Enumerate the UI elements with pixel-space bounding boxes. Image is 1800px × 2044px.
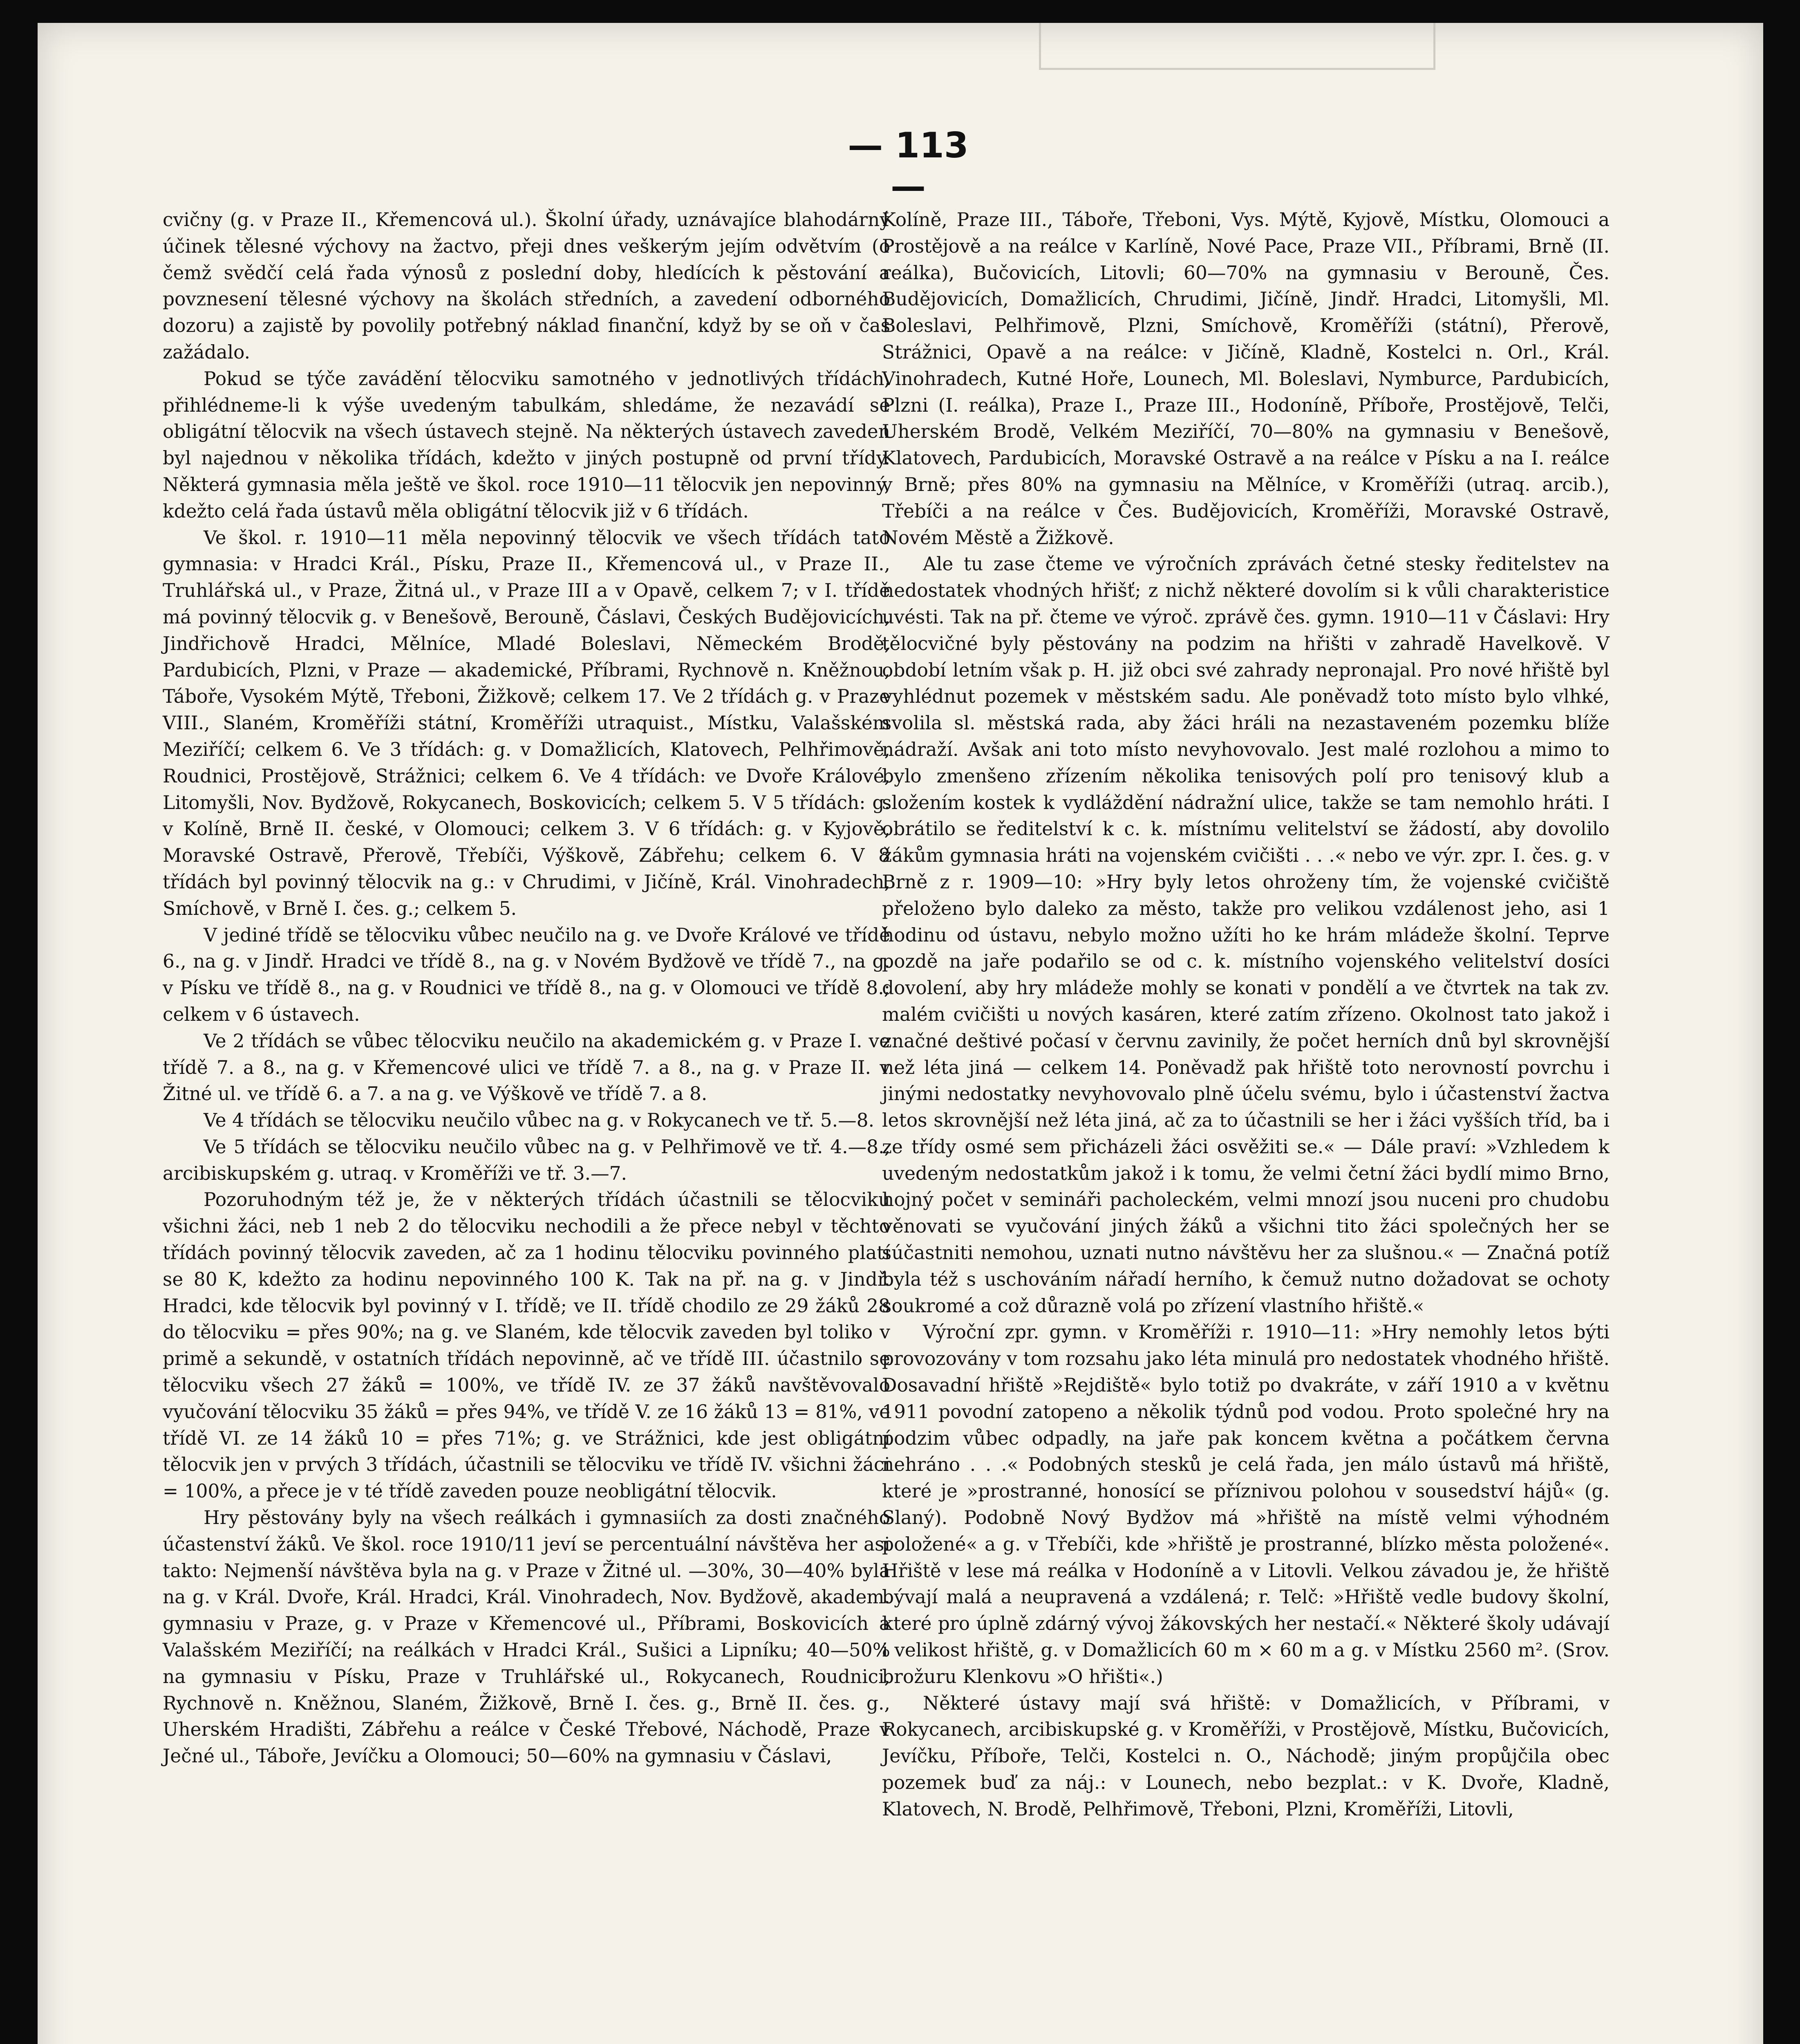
paragraph: cvičny (g. v Praze II., Křemencová ul.). Školní úřady, uznávajíce blahodárný účinek tělesné výchovy na žactvo, přeji dnes veškerým jejím odvětvím (o čemž svědčí celá řada výnosů z poslední doby, hledících k pěstování a povznesení tělesné výchovy na školách středních, a zavedení odborného dozoru) a zajistě by povolily potřebný náklad finanční, když by se oň v čas zažádalo. bbox=[163, 209, 890, 363]
paragraph: Pokud se týče zavádění tělocviku samotného v jednotlivých třídách, přihlédneme-li k výše uvedeným tabulkám, shledáme, že nezavádí se obligátní tělocvik na všech ústavech stejně. Na některých ústavech zaveden byl najednou v několika třídách, kdežto v jiných postupně od první třídy. Některá gymnasia měla ještě ve škol. roce 1910—11 tělocvik jen nepovinný, kdežto celá řada ústavů měla obligátní tělocvik již v 6 třídách. bbox=[163, 368, 890, 522]
paragraph: Ve 5 třídách se tělocviku neučilo vůbec na g. v Pelhřimově ve tř. 4.—8., arcibiskupském g. utraq. v Kroměříži ve tř. 3.—7. bbox=[163, 1136, 890, 1184]
paragraph: Některé ústavy mají svá hřiště: v Domažlicích, v Příbrami, v Rokycanech, arcibiskupské g. v Kroměříži, v Prostějově, Místku, Bučovicích, Jevíčku, Příboře, Telči, Kostelci n. O., Náchodě; jiným propůjčila obec pozemek buď za náj.: v Lounech, nebo bezplat.: v K. Dvoře, Kladně, Klatovech, N. Brodě, Pelhřimově, Třeboni, Plzni, Kroměříži, Litovli, bbox=[882, 1692, 1610, 1820]
paragraph: Hry pěstovány byly na všech reálkách i gymnasiích za dosti značného účastenství žáků. Ve škol. roce 1910/11 jeví se percentuální návštěva her asi takto: Nejmenší návštěva byla na g. v Praze v Žitné ul. —30%, 30—40% byla na g. v Král. Dvoře, Král. Hradci, Král. Vinohradech, Nov. Bydžově, akadem. gymnasiu v Praze, g. v Praze v Křemencové ul., Příbrami, Boskovicích a Valašském Meziříčí; na reálkách v Hradci Král., Sušici a Lipníku; 40—50% na gymnasiu v Písku, Praze v Truhlářské ul., Rokycanech, Roudnici, Rychnově n. Kněžnou, Slaném, Žižkově, Brně I. čes. g., Brně II. čes. g., Uherském Hradišti, Zábřehu a reálce v České Třebové, Náchodě, Praze v Ječné ul., Táboře, Jevíčku a Olomouci; 50—60% na gymnasiu v Čáslavi, bbox=[163, 1507, 890, 1767]
paragraph: Výroční zpr. gymn. v Kroměříži r. 1910—11: »Hry nemohly letos býti provozovány v tom rozsahu jako léta minulá pro nedostatek vhodného hřiště. Dosavadní hřiště »Rejdiště« bylo totiž po dvakráte, v září 1910 a v květnu 1911 povodní zatopeno a několik týdnů pod vodou. Proto společné hry na podzim vůbec odpadly, na jaře pak koncem května a počátkem června nehráno . . .« Podobných stesků je celá řada, jen málo ústavů má hřiště, které je »prostranné, honosící se příznivou polohou v sousedství hájů« (g. Slaný). Podobně Nový Bydžov má »hřiště na místě velmi výhodném položené« a g. v Třebíči, kde »hřiště je prostranné, blízko města položené«. Hřiště v lese má reálka v Hodoníně a v Litovli. Velkou závadou je, že hřiště bývají malá a neupravená a vzdálená; r. Telč: »Hřiště vedle budovy školní, které pro úplně zdárný vývoj žákovských her nestačí.« Některé školy udávají i velikost hřiště, g. v Domažlicích 60 m × 60 m a g. v Místku 2560 m². (Srov. brožuru Klenkovu »O hřišti«.) bbox=[882, 1321, 1610, 1688]
paragraph: V jediné třídě se tělocviku vůbec neučilo na g. ve Dvoře Králové ve třídě 6., na g. v Jindř. Hradci ve třídě 8., na g. v Novém Bydžově ve třídě 7., na g. v Písku ve třídě 8., na g. v Roudnici ve třídě 8., na g. v Olomouci ve třídě 8.; celkem v 6 ústavech. bbox=[163, 924, 890, 1025]
book-page bbox=[38, 23, 1763, 2044]
right-column bbox=[882, 207, 1610, 1823]
paragraph: Ve 4 třídách se tělocviku neučilo vůbec na g. v Rokycanech ve tř. 5.—8. bbox=[204, 1109, 875, 1132]
paper-fold-mark bbox=[1039, 23, 1435, 70]
paragraph: Ve 2 třídách se vůbec tělocviku neučilo na akademickém g. v Praze I. ve třídě 7. a 8., na g. v Křemencové ulici ve třídě 7. a 8., na g. v Praze II. v Žitné ul. ve třídě 6. a 7. a na g. ve Výškově ve třídě 7. a 8. bbox=[163, 1030, 890, 1105]
paragraph: Ale tu zase čteme ve výročních zprávách četné stesky ředitelstev na nedostatek vhodných hřišť; z nichž některé dovolím si k vůli charakteristice uvésti. Tak na př. čteme ve výroč. zprávě čes. gymn. 1910—11 v Čáslavi: Hry tělocvičné byly pěstovány na podzim na hřišti v zahradě Havelkově. V období letním však p. H. již obci své zahrady nepronajal. Pro nové hřiště byl vyhlédnut pozemek v městském sadu. Ale poněvadž toto místo bylo vlhké, svolila sl. městská rada, aby žáci hráli na nezastaveném pozemku blíže nádraží. Avšak ani toto místo nevyhovovalo. Jest malé rozlohou a mimo to bylo zmenšeno zřízením několika tenisových polí pro tenisový klub a složením kostek k vydláždění nádražní ulice, takže se tam nemohlo hráti. I obrátilo se ředitelství k c. k. místnímu velitelství se žádostí, aby dovolilo žákům gymnasia hráti na vojenském cvičišti . . .« nebo ve výr. zpr. I. čes. g. v Brně z r. 1909—10: »Hry byly letos ohroženy tím, že vojenské cvičiště přeloženo bylo daleko za město, takže pro velikou vzdálenost jeho, asi 1 hodinu od ústavu, nebylo možno užíti ho ke hrám mládeže školní. Teprve pozdě na jaře podařilo se od c. k. místního vojenského velitelství dosíci dovolení, aby hry mládeže mohly se konati v pondělí a ve čtvrtek na tak zv. malém cvičišti u nových kasáren, které zatím zřízeno. Okolnost tato jakož i značné deštivé počasí v červnu zavinily, že počet herních dnů byl skrovnější než léta jiná — celkem 14. Poněvadž pak hřiště toto nerovností povrchu i jinými nedostatky nevyhovovalo plně účelu svému, bylo i účastenství žactva letos skrovnější než léta jiná, ač za to účastnili se her i žáci vyšších tříd, ba i ze třídy osmé sem přicházeli žáci osvěžiti se.« — Dále praví: »Vzhledem k uvedeným nedostatkům jakož i k tomu, že velmi četní žáci bydlí mimo Brno, hojný počet v semináři pacholeckém, velmi mnozí jsou nuceni pro chudobu věnovati se vyučování jiných žáků a všichni tito žáci společných her se súčastniti nemohou, uznati nutno návštěvu her za slušnou.« — Značná potíž byla též s uschováním nářadí herního, k čemuž nutno dožadovat se ochoty soukromé a což důrazně volá po zřízení vlastního hřiště.« bbox=[882, 553, 1610, 1317]
paragraph: Ve škol. r. 1910—11 měla nepovinný tělocvik ve všech třídách tato gymnasia: v Hradci Král., Písku, Praze II., Křemencová ul., v Praze II., Truhlářská ul., v Praze, Žitná ul., v Praze III a v Opavě, celkem 7; v I. třídě má povinný tělocvik g. v Benešově, Berouně, Čáslavi, Českých Budějovicích, Jindřichově Hradci, Mělníce, Mladé Boleslavi, Německém Brodě, Pardubicích, Plzni, v Praze — akademické, Příbrami, Rychnově n. Kněžnou, Táboře, Vysokém Mýtě, Třeboni, Žižkově; celkem 17. Ve 2 třídách g. v Praze VIII., Slaném, Kroměříži státní, Kroměříži utraquist., Místku, Valašském Meziříčí; celkem 6. Ve 3 třídách: g. v Domažlicích, Klatovech, Pelhřimově, Roudnici, Prostějově, Strážnici; celkem 6. Ve 4 třídách: ve Dvoře Králové, Litomyšli, Nov. Bydžově, Rokycanech, Boskovicích; celkem 5. V 5 třídách: g. v Kolíně, Brně II. české, v Olomouci; celkem 3. V 6 třídách: g. v Kyjově, Moravské Ostravě, Přerově, Třebíči, Výškově, Zábřehu; celkem 6. V 8 třídách byl povinný tělocvik na g.: v Chrudimi, v Jičíně, Král. Vinohradech, Smíchově, v Brně I. čes. g.; celkem 5. bbox=[163, 527, 890, 919]
paragraph: Pozoruhodným též je, že v některých třídách účastnili se tělocviku všichni žáci, neb 1 neb 2 do tělocviku nechodili a že přece nebyl v těchto třídách povinný tělocvik zaveden, ač za 1 hodinu tělocviku povinného platí se 80 K, kdežto za hodinu nepovinného 100 K. Tak na př. na g. v Jindř. Hradci, kde tělocvik byl povinný v I. třídě; ve II. třídě chodilo ze 29 žáků 28 do tělocviku = přes 90%; na g. ve Slaném, kde tělocvik zaveden byl toliko v primě a sekundě, v ostatních třídách nepovinně, ač ve třídě III. účastnilo se tělocviku všech 27 žáků = 100%, ve třídě IV. ze 37 žáků navštěvovalo vyučování tělocviku 35 žáků = přes 94%, ve třídě V. ze 16 žáků 13 = 81%, ve třídě VI. ze 14 žáků 10 = přes 71%; g. ve Strážnici, kde jest obligátní tělocvik jen v prvých 3 třídách, účastnili se tělocviku ve třídě IV. všichni žáci = 100%, a přece je v té třídě zaveden pouze neobligátní tělocvik. bbox=[163, 1189, 890, 1502]
left-column bbox=[163, 207, 890, 1770]
paragraph: Kolíně, Praze III., Táboře, Třeboni, Vys. Mýtě, Kyjově, Místku, Olomouci a Prostějově a na reálce v Karlíně, Nové Pace, Praze VII., Příbrami, Brně (II. reálka), Bučovicích, Litovli; 60—70% na gymnasiu v Berouně, Čes. Budějovicích, Domažlicích, Chrudimi, Jičíně, Jindř. Hradci, Litomyšli, Ml. Boleslavi, Pelhřimově, Plzni, Smíchově, Kroměříži (státní), Přerově, Strážnici, Opavě a na reálce: v Jičíně, Kladně, Kostelci n. Orl., Král. Vinohradech, Kutné Hoře, Lounech, Ml. Boleslavi, Nymburce, Pardubicích, Plzni (I. reálka), Praze I., Praze III., Hodoníně, Příboře, Prostějově, Telči, Uherském Brodě, Velkém Meziříčí, 70—80% na gymnasiu v Benešově, Klatovech, Pardubicích, Moravské Ostravě a na reálce v Písku a na I. reálce v Brně; přes 80% na gymnasiu na Mělníce, v Kroměříži (utraq. arcib.), Třebíči a na reálce v Čes. Budějovicích, Kroměříži, Moravské Ostravě, Novém Městě a Žižkově. bbox=[882, 209, 1610, 549]
page-number: — 113 — bbox=[848, 125, 969, 207]
